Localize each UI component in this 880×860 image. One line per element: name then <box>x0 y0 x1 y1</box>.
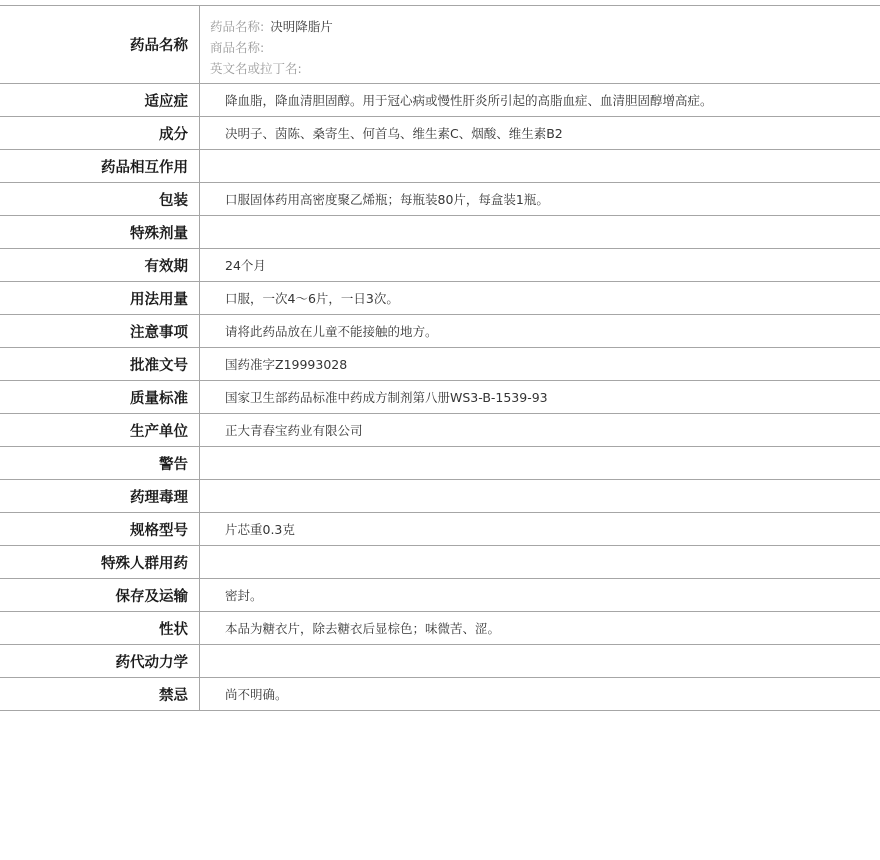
row-value <box>200 645 880 677</box>
row-storage <box>0 579 880 612</box>
row-value: 降血脂，降血清胆固醇。用于冠心病或慢性肝炎所引起的高脂血症、血清胆固醇增高症。 <box>225 93 713 108</box>
row-specification <box>0 513 880 546</box>
row-precautions <box>0 315 880 348</box>
row-packaging <box>0 183 880 216</box>
row-label: 生产单位 <box>0 414 200 446</box>
generic-name-key: 药品名称: <box>210 19 265 34</box>
row-label: 有效期 <box>0 249 200 281</box>
row-interactions <box>0 150 880 183</box>
english-name-key: 英文名或拉丁名: <box>210 61 302 76</box>
row-value: 尚不明确。 <box>225 687 288 702</box>
row-quality-standard <box>0 381 880 414</box>
row-label: 包装 <box>0 183 200 215</box>
row-value <box>200 216 880 248</box>
trade-name-key: 商品名称: <box>210 40 265 55</box>
row-indications <box>0 84 880 117</box>
row-label: 特殊人群用药 <box>0 546 200 578</box>
row-value: 片芯重0.3克 <box>225 522 295 537</box>
row-description <box>0 612 880 645</box>
row-label: 药品名称 <box>0 6 200 83</box>
row-pharmacology <box>0 480 880 513</box>
row-value <box>200 480 880 512</box>
row-shelf-life <box>0 249 880 282</box>
row-label: 禁忌 <box>0 678 200 710</box>
row-approval-number <box>0 348 880 381</box>
row-label: 注意事项 <box>0 315 200 347</box>
row-label: 质量标准 <box>0 381 200 413</box>
row-special-dosage <box>0 216 880 249</box>
row-usage-dosage <box>0 282 880 315</box>
row-label: 规格型号 <box>0 513 200 545</box>
row-label: 保存及运输 <box>0 579 200 611</box>
row-manufacturer <box>0 414 880 447</box>
row-drug-name <box>0 6 880 84</box>
english-name-value <box>302 61 308 76</box>
english-name-line <box>210 59 308 80</box>
row-label: 药品相互作用 <box>0 150 200 182</box>
row-value: 密封。 <box>225 588 263 603</box>
row-special-populations <box>0 546 880 579</box>
row-label: 批准文号 <box>0 348 200 380</box>
generic-name-value: 决明降脂片 <box>270 19 333 34</box>
drug-names-cell <box>200 6 880 83</box>
row-pharmacokinetics <box>0 645 880 678</box>
row-value: 请将此药品放在儿童不能接触的地方。 <box>225 324 438 339</box>
row-label: 特殊剂量 <box>0 216 200 248</box>
row-value: 口服固体药用高密度聚乙烯瓶；每瓶装80片，每盒装1瓶。 <box>225 192 549 207</box>
row-value: 国家卫生部药品标准中药成方制剂第八册WS3-B-1539-93 <box>225 390 548 405</box>
row-value: 本品为糖衣片，除去糖衣后显棕色；味微苦、涩。 <box>225 621 501 636</box>
row-ingredients <box>0 117 880 150</box>
row-value <box>200 546 880 578</box>
row-label: 成分 <box>0 117 200 149</box>
row-warning <box>0 447 880 480</box>
row-value: 决明子、茵陈、桑寄生、何首乌、维生素C、烟酸、维生素B2 <box>225 126 563 141</box>
drug-info-table <box>0 5 880 711</box>
row-value: 口服，一次4～6片，一日3次。 <box>225 291 399 306</box>
trade-name-value <box>264 40 270 55</box>
row-label: 药理毒理 <box>0 480 200 512</box>
row-value <box>200 447 880 479</box>
generic-name-line <box>210 17 333 38</box>
row-label: 适应症 <box>0 84 200 116</box>
row-label: 药代动力学 <box>0 645 200 677</box>
row-value <box>200 150 880 182</box>
row-value: 正大青春宝药业有限公司 <box>225 423 363 438</box>
row-label: 警告 <box>0 447 200 479</box>
row-label: 用法用量 <box>0 282 200 314</box>
row-label: 性状 <box>0 612 200 644</box>
row-contraindications <box>0 678 880 711</box>
row-value: 24个月 <box>225 258 266 273</box>
row-value: 国药准字Z19993028 <box>225 357 348 372</box>
trade-name-line <box>210 38 270 59</box>
